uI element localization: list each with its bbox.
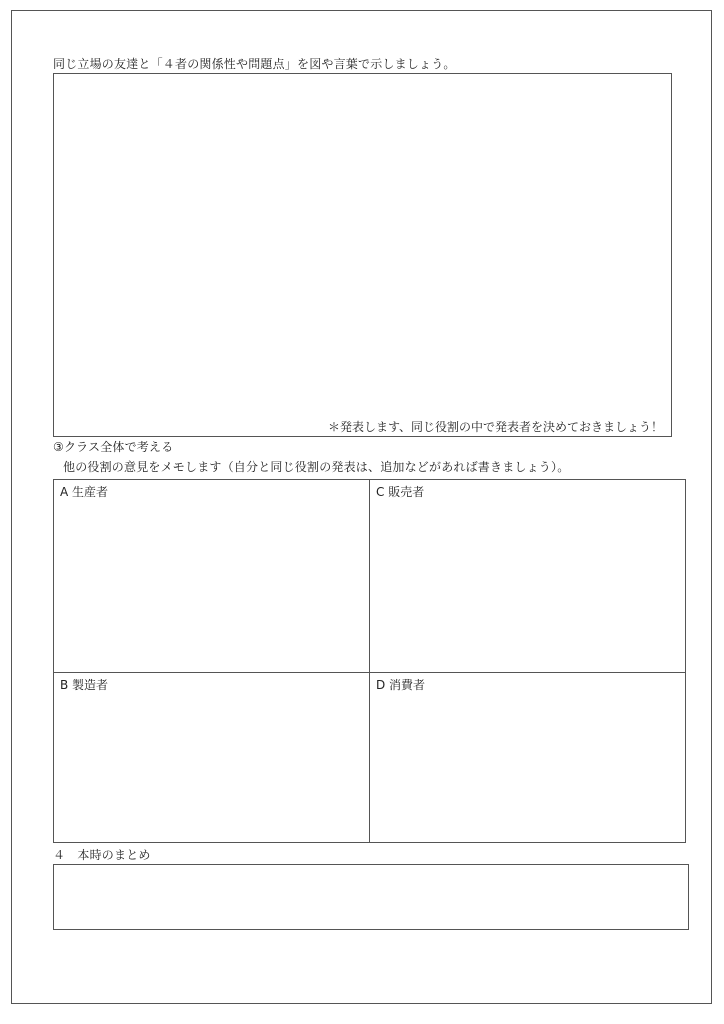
role-cell-manufacturer[interactable] <box>54 673 369 842</box>
summary-heading: ４ 本時のまとめ <box>53 848 151 862</box>
group-diagram-instruction: 同じ立場の友達と「４者の関係性や問題点」を図や言葉で示しましょう。 <box>53 57 456 71</box>
group-diagram-box[interactable] <box>53 73 672 437</box>
role-cell-seller-label: C 販売者 <box>376 485 425 499</box>
class-discussion-instruction: 他の役割の意見をメモします（自分と同じ役割の発表は、追加などがあれば書きましょう）。 <box>63 460 570 474</box>
role-notes-grid <box>53 479 686 843</box>
summary-box[interactable] <box>53 864 689 930</box>
presenter-note: ＊発表します、同じ役割の中で発表者を決めておきましょう！ <box>327 420 663 434</box>
class-discussion-heading: ③クラス全体で考える <box>53 440 174 454</box>
role-cell-consumer[interactable] <box>370 673 685 842</box>
role-cell-producer[interactable] <box>54 480 369 672</box>
role-cell-manufacturer-label: B 製造者 <box>60 678 109 692</box>
role-cell-consumer-label: D 消費者 <box>376 678 426 692</box>
role-cell-producer-label: A 生産者 <box>60 485 109 499</box>
role-cell-seller[interactable] <box>370 480 685 672</box>
